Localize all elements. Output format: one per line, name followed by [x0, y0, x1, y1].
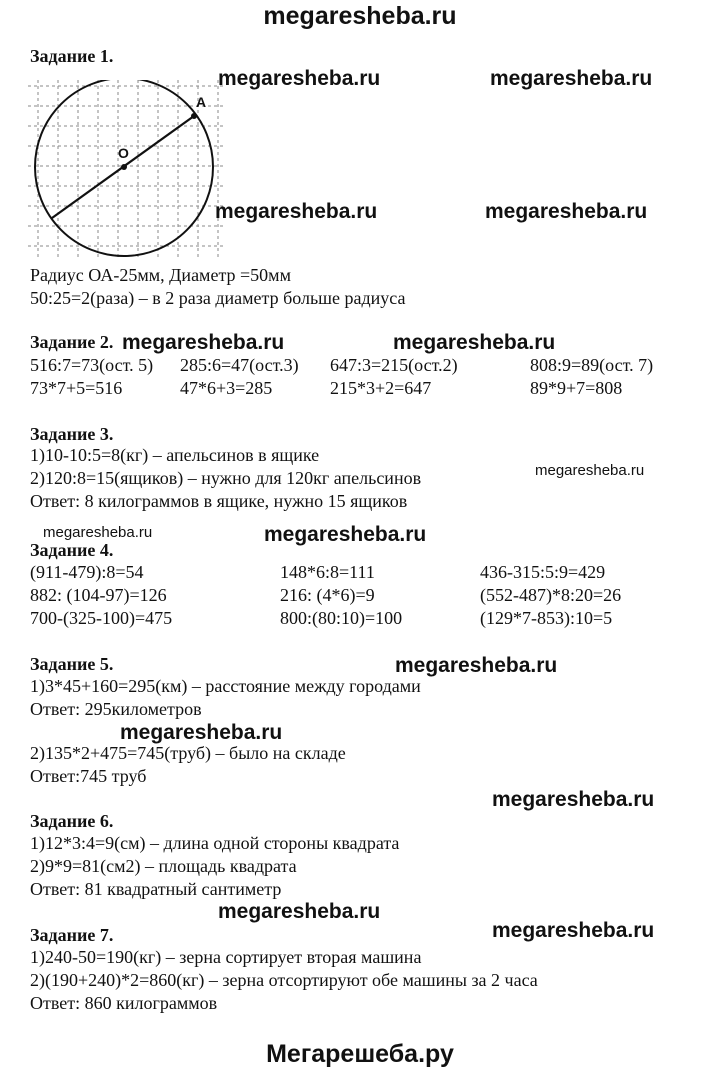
- task1-line1: Радиус ОА-25мм, Диаметр =50мм: [30, 265, 291, 285]
- point-a: [191, 113, 197, 119]
- task5-line2: Ответ: 295километров: [30, 699, 202, 719]
- watermark: megaresheba.ru: [218, 900, 381, 923]
- label-a: A: [196, 94, 207, 110]
- task5-line4: Ответ:745 труб: [30, 766, 147, 786]
- task2-cell: 647:3=215(ост.2): [330, 355, 458, 375]
- watermark: megaresheba.ru: [122, 331, 285, 354]
- task4-cell: 882: (104-97)=126: [30, 585, 167, 605]
- watermark: megaresheba.ru: [490, 67, 653, 90]
- task7-line3: Ответ: 860 килограммов: [30, 993, 218, 1013]
- task2-cell: 516:7=73(ост. 5): [30, 355, 154, 375]
- task4-cell: (129*7-853):10=5: [480, 608, 613, 628]
- task6-line2: 2)9*9=81(см2) – площадь квадрата: [30, 856, 297, 876]
- circle-diagram: [28, 80, 224, 260]
- task3-line1: 1)10-10:5=8(кг) – апельсинов в ящике: [30, 445, 320, 465]
- task6-line3: Ответ: 81 квадратный сантиметр: [30, 879, 282, 899]
- task2-cell: 808:9=89(ост. 7): [530, 355, 654, 375]
- task7-line1: 1)240-50=190(кг) – зерна сортирует вторая машина: [30, 947, 422, 967]
- watermark: megaresheba.ru: [492, 788, 655, 811]
- task2-cell: 89*9+7=808: [530, 378, 623, 398]
- task4-cell: 148*6:8=111: [280, 562, 375, 582]
- watermark: megaresheba.ru: [395, 654, 558, 677]
- watermark: megaresheba.ru: [43, 524, 153, 541]
- task7-line2: 2)(190+240)*2=860(кг) – зерна отсортируют обе машины за 2 часа: [30, 970, 538, 990]
- task4-cell: (911-479):8=54: [30, 562, 144, 582]
- task4-cell: 216: (4*6)=9: [280, 585, 375, 605]
- task2-cell: 215*3+2=647: [330, 378, 432, 398]
- watermark: megaresheba.ru: [485, 200, 648, 223]
- task4-cell: 800:(80:10)=100: [280, 608, 403, 628]
- watermark: megaresheba.ru: [264, 523, 427, 546]
- site-header: megaresheba.ru: [263, 2, 457, 30]
- label-o: O: [118, 145, 129, 161]
- task2-cell: 285:6=47(ост.3): [180, 355, 299, 375]
- task6-title: Задание 6.: [30, 811, 114, 831]
- task7-title: Задание 7.: [30, 925, 114, 945]
- task3-title: Задание 3.: [30, 424, 114, 444]
- task2-cell: 47*6+3=285: [180, 378, 273, 398]
- task3-line3: Ответ: 8 килограммов в ящике, нужно 15 ящиков: [30, 491, 408, 511]
- task1-title: Задание 1.: [30, 46, 114, 66]
- task2-title: Задание 2.: [30, 332, 114, 352]
- watermark: megaresheba.ru: [120, 721, 283, 744]
- watermark: megaresheba.ru: [492, 919, 655, 942]
- task4-cell: (552-487)*8:20=26: [480, 585, 622, 605]
- task4-title: Задание 4.: [30, 540, 114, 560]
- center-point-o: [121, 164, 127, 170]
- watermark: megaresheba.ru: [535, 462, 645, 479]
- task2-cell: 73*7+5=516: [30, 378, 123, 398]
- watermark: megaresheba.ru: [215, 200, 378, 223]
- task6-line1: 1)12*3:4=9(см) – длина одной стороны квадрата: [30, 833, 400, 853]
- watermark: megaresheba.ru: [393, 331, 556, 354]
- task5-line3: 2)135*2+475=745(труб) – было на складе: [30, 743, 346, 763]
- watermark: megaresheba.ru: [218, 67, 381, 90]
- task4-cell: 700-(325-100)=475: [30, 608, 173, 628]
- task3-line2: 2)120:8=15(ящиков) – нужно для 120кг апельсинов: [30, 468, 422, 488]
- task5-title: Задание 5.: [30, 654, 114, 674]
- task4-cell: 436-315:5:9=429: [480, 562, 606, 582]
- site-footer: Мегарешеба.ру: [266, 1040, 454, 1068]
- task5-line1: 1)3*45+160=295(км) – расстояние между городами: [30, 676, 421, 696]
- task1-line2: 50:25=2(раза) – в 2 раза диаметр больше радиуса: [30, 288, 406, 308]
